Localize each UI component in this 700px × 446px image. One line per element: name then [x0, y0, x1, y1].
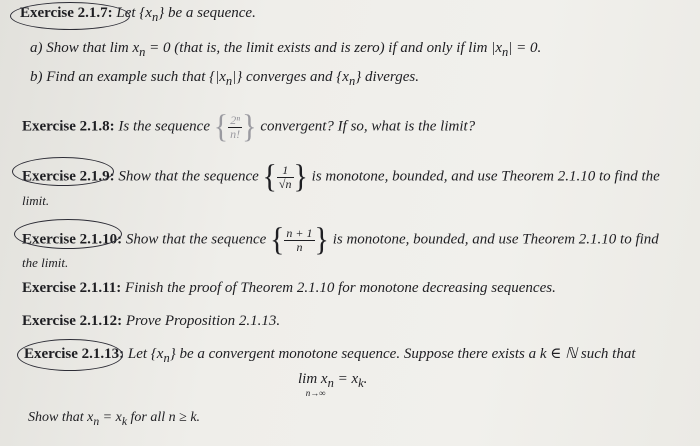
exercise-2-1-10-continued: the limit. — [22, 255, 69, 270]
exercise-2-1-7-part-a: a) Show that $\lim x_n = 0$ (that is, the limit exists and is zero) if and only if $\lim |x_n| = 0$. — [30, 40, 542, 59]
exercise-2-1-13-conclusion: Show that $x_n = x_k$ for all n ≥ k. — [28, 410, 201, 428]
exercise-2-1-11: Exercise 2.1.11: Finish the proof of Theorem 2.1.10 for monotone decreasing sequences. — [22, 280, 556, 296]
exercise-label: Exercise 2.1.8: — [22, 118, 115, 135]
exercise-2-1-10: Exercise 2.1.10: Show that the sequence { $\frac{n + 1}{n}$ } is monotone, bounded, and use Theorem 2.1.10 to find — [22, 221, 659, 258]
exercise-2-1-13: Exercise 2.1.13: Let $\{x_n\}$ be a convergent monotone sequence. Suppose there exists a k ∈ ℕ such that — [24, 346, 636, 365]
exercise-2-1-8: Exercise 2.1.8: Is the sequence { $\frac{\text{2ⁿ}}{n!}$ } convergent? If so, what is the limit? — [22, 108, 476, 145]
exercise-label: Exercise 2.1.9: — [22, 168, 115, 185]
exercise-label: Exercise 2.1.13: — [24, 346, 125, 362]
sequence-expression: { $\frac{1}{√n}$ } — [262, 158, 308, 195]
exercise-label: Exercise 2.1.10: — [22, 231, 123, 248]
exercise-2-1-7-header: Exercise 2.1.7: Let $\{x_n\}$ be a sequence. — [20, 5, 256, 24]
exercise-2-1-9-continued: limit. — [22, 193, 50, 208]
exercise-label: Exercise 2.1.11: — [22, 280, 122, 296]
exercise-2-1-7-part-b: b) Find an example such that $\{|x_n|\}$ converges and $\{x_n\}$ diverges. — [30, 69, 419, 88]
exercise-2-1-12: Exercise 2.1.12: Prove Proposition 2.1.13. — [22, 313, 281, 329]
exercise-2-1-9: Exercise 2.1.9: Show that the sequence { $\frac{1}{√n}$ } is monotone, bounded, and use Theorem 2.1.10 to find the — [22, 158, 660, 195]
limit-equation: $\lim x_n = x_k$. n→∞ — [298, 371, 368, 398]
sequence-expression: { $\frac{\text{2ⁿ}}{n!}$ } — [213, 108, 257, 145]
exercise-label: Exercise 2.1.12: — [22, 313, 123, 329]
exercise-label: Exercise 2.1.7: — [20, 5, 113, 21]
sequence-expression: { $\frac{n + 1}{n}$ } — [270, 221, 329, 258]
